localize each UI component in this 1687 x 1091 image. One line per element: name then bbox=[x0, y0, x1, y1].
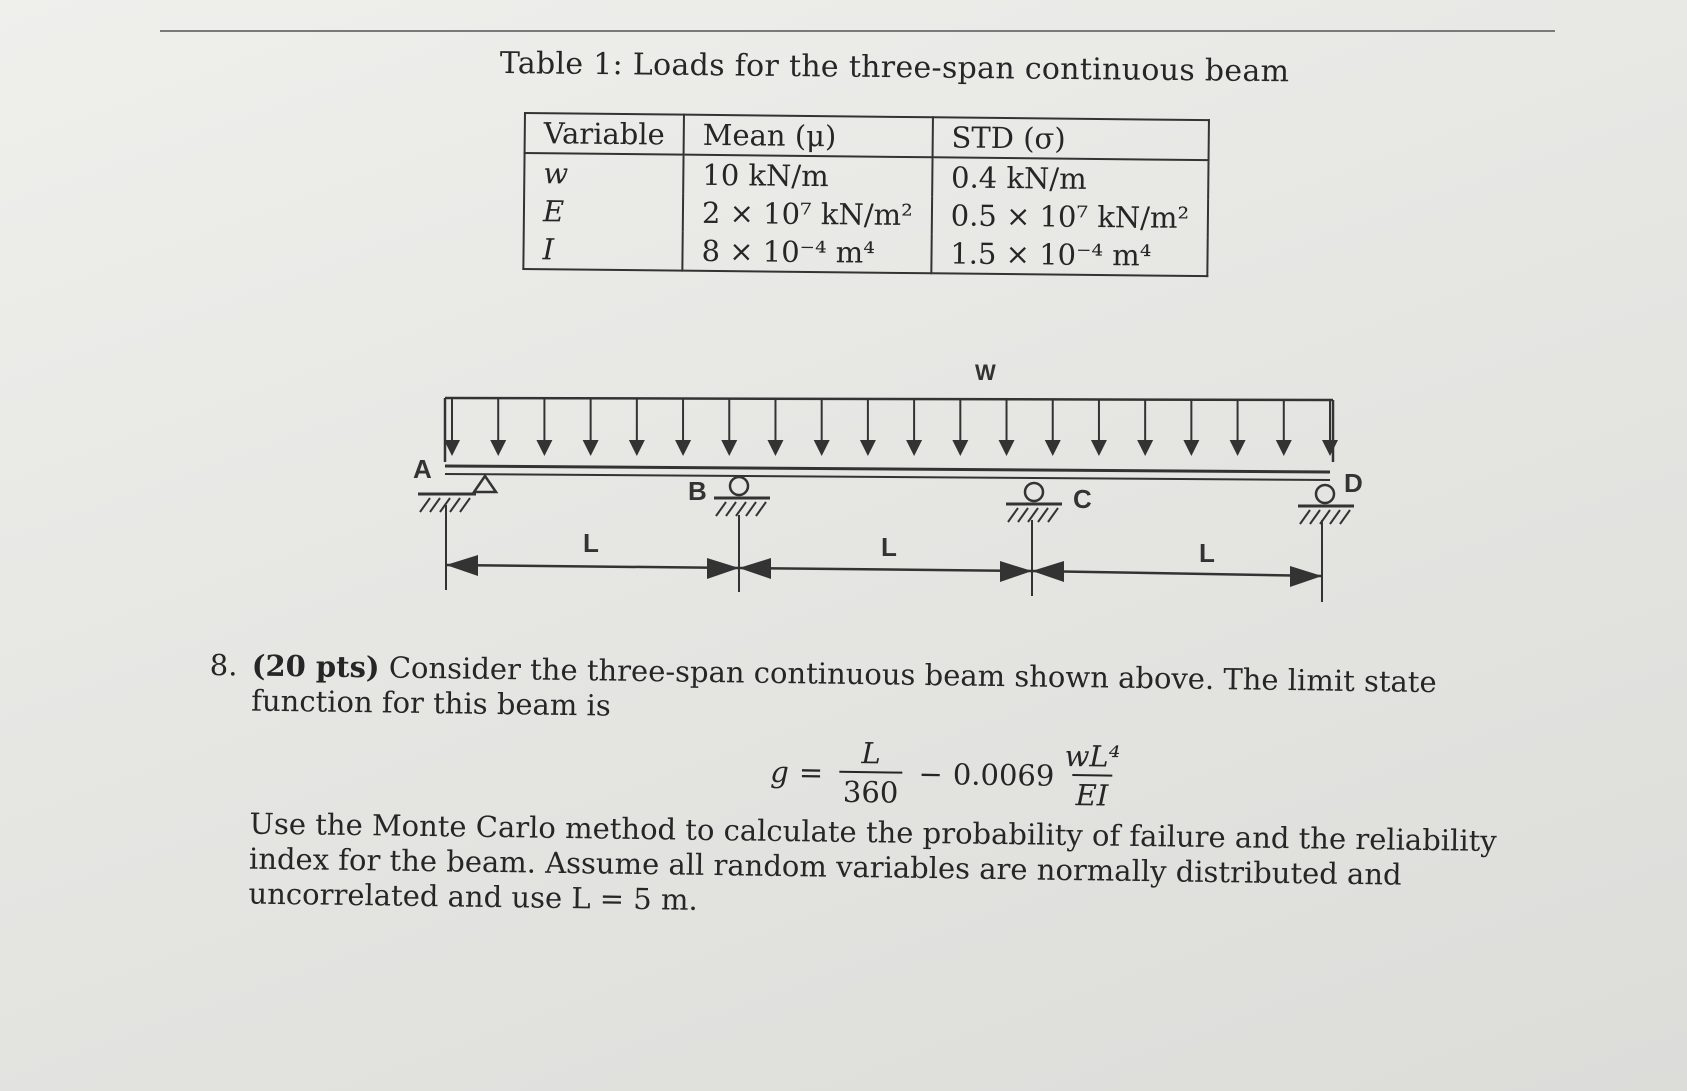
beam-bottom-edge bbox=[445, 474, 1330, 480]
load-arrow-icon bbox=[675, 440, 691, 456]
cell-std: 0.5 × 10⁷ kN/m² bbox=[932, 196, 1209, 237]
dimension-span-1 bbox=[446, 565, 739, 568]
support-c bbox=[1006, 483, 1092, 522]
load-arrow-icon bbox=[444, 440, 460, 456]
dim-arrow-icon bbox=[707, 558, 739, 579]
eq-fraction-1 bbox=[839, 735, 903, 812]
load-arrow-icon bbox=[1137, 440, 1153, 456]
problem-intro: Consider the three-span continuous beam shown above. The limit state function for this beam is bbox=[251, 650, 1437, 723]
support-label-a: A bbox=[413, 454, 432, 484]
load-arrow-icon bbox=[814, 440, 830, 456]
pin-support-icon bbox=[474, 476, 496, 492]
load-top-line bbox=[445, 398, 1333, 400]
dim-arrow-icon bbox=[739, 558, 771, 579]
cell-variable: E bbox=[524, 192, 683, 232]
limit-state-equation bbox=[250, 723, 1529, 825]
load-arrow-icon bbox=[1230, 440, 1246, 456]
eq-frac2-denominator: EI bbox=[1071, 774, 1112, 815]
dim-arrow-icon bbox=[1032, 561, 1064, 582]
hatch-icon bbox=[1300, 510, 1350, 524]
beam-top-edge bbox=[445, 466, 1330, 472]
dim-arrow-icon bbox=[1000, 561, 1032, 582]
load-arrow-icon bbox=[1322, 440, 1338, 456]
dim-arrow-icon bbox=[446, 555, 478, 576]
support-d bbox=[1298, 468, 1363, 524]
load-arrow-icon bbox=[583, 440, 599, 456]
load-arrow-icon bbox=[860, 440, 876, 456]
load-arrow-icon bbox=[1091, 440, 1107, 456]
problem-text: Use the Monte Carlo method to calculate the probability of failure and the reliability index for the beam. Assume all random variables are normally distributed and uncorrelated and use L = 5 m. bbox=[248, 806, 1497, 917]
load-arrow-icon bbox=[952, 440, 968, 456]
eq-minus: − bbox=[918, 756, 944, 791]
load-arrows bbox=[444, 399, 1338, 456]
span-label: L bbox=[1199, 538, 1215, 568]
load-arrow-icon bbox=[629, 440, 645, 456]
support-label-d: D bbox=[1344, 468, 1363, 498]
cell-variable: I bbox=[523, 230, 682, 271]
cell-mean: 2 × 10⁷ kN/m² bbox=[683, 194, 932, 235]
roller-support-icon bbox=[1025, 483, 1043, 501]
cell-variable: w bbox=[524, 153, 683, 194]
support-label-c: C bbox=[1073, 484, 1092, 514]
load-arrow-icon bbox=[767, 440, 783, 456]
problem-8 bbox=[206, 648, 1530, 929]
dimension-span-3 bbox=[1032, 571, 1322, 576]
cell-std: 0.4 kN/m bbox=[932, 157, 1209, 199]
table-caption: Table 1: Loads for the three-span continuous beam bbox=[499, 46, 1290, 90]
hatch-icon bbox=[1008, 508, 1058, 522]
eq-fraction-2 bbox=[1060, 738, 1125, 815]
cell-mean: 8 × 10⁻⁴ m⁴ bbox=[682, 232, 931, 274]
dimension-lines bbox=[446, 505, 1322, 602]
load-arrow-icon bbox=[490, 440, 506, 456]
beam bbox=[445, 466, 1330, 480]
eq-frac1-denominator: 360 bbox=[839, 771, 903, 812]
hatch-icon bbox=[716, 502, 766, 516]
problem-points: (20 pts) bbox=[251, 648, 380, 685]
roller-support-icon bbox=[1316, 485, 1334, 503]
eq-coefficient: 0.0069 bbox=[952, 756, 1055, 793]
load-arrow-icon bbox=[1183, 440, 1199, 456]
roller-support-icon bbox=[730, 477, 748, 495]
support-a bbox=[413, 454, 496, 512]
cell-mean: 10 kN/m bbox=[683, 155, 932, 197]
eq-frac1-numerator: L bbox=[861, 736, 882, 771]
support-label-b: B bbox=[688, 476, 707, 506]
problem-body bbox=[248, 649, 1530, 930]
span-label: L bbox=[583, 528, 599, 558]
eq-equals: = bbox=[798, 754, 824, 790]
dimension-span-2 bbox=[739, 568, 1032, 571]
load-arrow-icon bbox=[999, 440, 1015, 456]
header-std: STD (σ) bbox=[932, 117, 1209, 160]
eq-lhs: g bbox=[770, 754, 790, 789]
distributed-load bbox=[444, 360, 1338, 462]
load-arrow-icon bbox=[721, 440, 737, 456]
cell-std: 1.5 × 10⁻⁴ m⁴ bbox=[931, 234, 1208, 276]
load-arrow-icon bbox=[906, 440, 922, 456]
support-b bbox=[688, 476, 770, 516]
load-arrow-icon bbox=[1276, 440, 1292, 456]
header-mean: Mean (μ) bbox=[684, 115, 933, 158]
load-label: W bbox=[975, 360, 996, 385]
span-label: L bbox=[881, 532, 897, 562]
load-arrow-icon bbox=[1045, 440, 1061, 456]
problem-number: 8. bbox=[209, 648, 238, 683]
eq-frac2-numerator: wL⁴ bbox=[1064, 738, 1121, 774]
load-arrow-icon bbox=[536, 440, 552, 456]
dim-arrow-icon bbox=[1290, 566, 1322, 587]
header-variable: Variable bbox=[525, 113, 684, 155]
